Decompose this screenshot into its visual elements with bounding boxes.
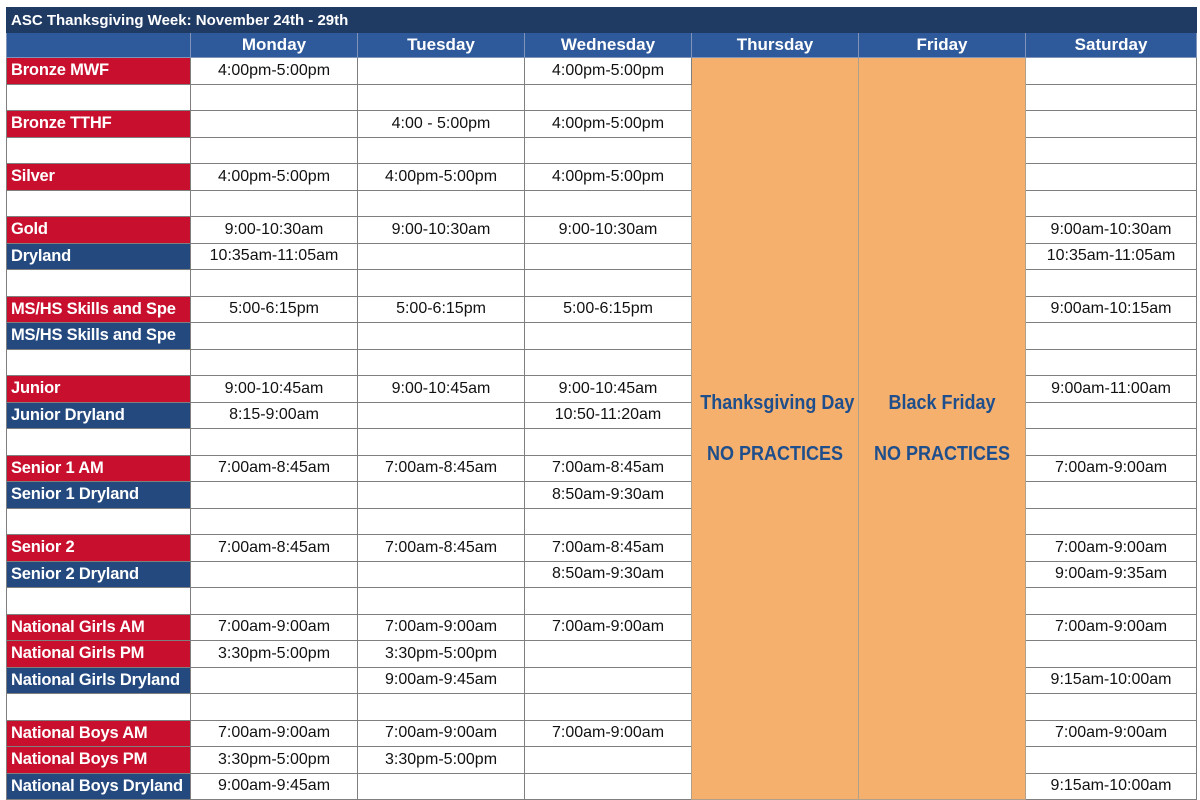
saturday-time-cell [1026,349,1197,376]
tuesday-time-cell: 3:30pm-5:00pm [358,747,525,774]
saturday-time-cell [1026,137,1197,164]
group-label [7,694,191,721]
saturday-time-cell [1026,641,1197,668]
tuesday-time-cell: 9:00am-9:45am [358,667,525,694]
tuesday-time-cell: 7:00am-9:00am [358,720,525,747]
saturday-time-cell [1026,747,1197,774]
group-label: Dryland [7,243,191,270]
wednesday-time-cell: 9:00-10:30am [525,217,692,244]
wednesday-time-cell [525,747,692,774]
sheet-title: ASC Thanksgiving Week: November 24th - 29th [7,8,1197,33]
group-label: Silver [7,164,191,191]
monday-time-cell: 7:00am-8:45am [191,535,358,562]
wednesday-time-cell [525,84,692,111]
wednesday-time-cell [525,323,692,350]
saturday-time-cell: 9:00am-9:35am [1026,561,1197,588]
wednesday-time-cell: 5:00-6:15pm [525,296,692,323]
tuesday-time-cell: 7:00am-8:45am [358,535,525,562]
wednesday-time-cell: 9:00-10:45am [525,376,692,403]
saturday-time-cell: 9:15am-10:00am [1026,773,1197,800]
monday-time-cell [191,111,358,138]
saturday-time-cell [1026,402,1197,429]
saturday-time-cell [1026,164,1197,191]
tuesday-time-cell [358,694,525,721]
wednesday-time-cell: 7:00am-9:00am [525,720,692,747]
wednesday-time-cell [525,137,692,164]
group-label: Senior 1 Dryland [7,482,191,509]
group-label: National Girls AM [7,614,191,641]
saturday-time-cell [1026,111,1197,138]
wednesday-time-cell: 10:50-11:20am [525,402,692,429]
saturday-time-cell [1026,190,1197,217]
wednesday-time-cell: 8:50am-9:30am [525,561,692,588]
saturday-time-cell: 7:00am-9:00am [1026,614,1197,641]
group-label: Gold [7,217,191,244]
saturday-time-cell: 7:00am-9:00am [1026,535,1197,562]
header-saturday: Saturday [1026,33,1197,58]
saturday-time-cell [1026,58,1197,85]
monday-time-cell [191,561,358,588]
tuesday-time-cell [358,137,525,164]
tuesday-time-cell [358,349,525,376]
wednesday-time-cell [525,508,692,535]
group-label [7,84,191,111]
tuesday-time-cell: 7:00am-8:45am [358,455,525,482]
monday-time-cell [191,84,358,111]
group-label [7,588,191,615]
wednesday-time-cell: 8:50am-9:30am [525,482,692,509]
wednesday-time-cell: 7:00am-8:45am [525,535,692,562]
tuesday-time-cell: 9:00-10:30am [358,217,525,244]
wednesday-time-cell: 7:00am-8:45am [525,455,692,482]
group-label: Senior 2 Dryland [7,561,191,588]
saturday-time-cell [1026,588,1197,615]
tuesday-time-cell: 9:00-10:45am [358,376,525,403]
group-label: Senior 2 [7,535,191,562]
group-label [7,349,191,376]
thursday-holiday-title: Thanksgiving Day [700,391,855,414]
saturday-time-cell [1026,270,1197,297]
monday-time-cell [191,694,358,721]
header-monday: Monday [191,33,358,58]
wednesday-time-cell [525,270,692,297]
tuesday-time-cell: 4:00 - 5:00pm [358,111,525,138]
saturday-time-cell [1026,84,1197,111]
schedule-row [7,58,1197,85]
tuesday-time-cell [358,323,525,350]
friday-closed-cell [859,58,1026,800]
monday-time-cell [191,429,358,456]
saturday-time-cell: 7:00am-9:00am [1026,455,1197,482]
monday-time-cell: 3:30pm-5:00pm [191,641,358,668]
wednesday-time-cell [525,429,692,456]
header-thursday: Thursday [692,33,859,58]
group-label: National Girls Dryland [7,667,191,694]
monday-time-cell [191,349,358,376]
tuesday-time-cell [358,58,525,85]
group-label [7,508,191,535]
wednesday-time-cell [525,243,692,270]
group-label: Junior Dryland [7,402,191,429]
saturday-time-cell: 9:00am-10:15am [1026,296,1197,323]
monday-time-cell [191,270,358,297]
tuesday-time-cell [358,270,525,297]
friday-no-practices-note: NO PRACTICES [873,442,1011,465]
wednesday-time-cell [525,190,692,217]
tuesday-time-cell: 3:30pm-5:00pm [358,641,525,668]
tuesday-time-cell [358,588,525,615]
monday-time-cell [191,508,358,535]
saturday-time-cell: 9:00am-11:00am [1026,376,1197,403]
wednesday-time-cell [525,349,692,376]
tuesday-time-cell [358,84,525,111]
schedule-table [6,7,1197,800]
tuesday-time-cell [358,429,525,456]
group-label [7,429,191,456]
thursday-closed-cell [692,58,859,800]
monday-time-cell: 10:35am-11:05am [191,243,358,270]
thursday-no-practices-note: NO PRACTICES [706,442,844,465]
header-corner-cell [7,33,191,58]
group-label: National Boys AM [7,720,191,747]
tuesday-time-cell: 4:00pm-5:00pm [358,164,525,191]
schedule-sheet [6,7,1196,800]
monday-time-cell: 9:00am-9:45am [191,773,358,800]
group-label: MS/HS Skills and Spe [7,323,191,350]
saturday-time-cell [1026,508,1197,535]
group-label [7,270,191,297]
monday-time-cell: 7:00am-8:45am [191,455,358,482]
group-label: Bronze TTHF [7,111,191,138]
group-label: Bronze MWF [7,58,191,85]
friday-holiday-title: Black Friday [888,391,996,414]
wednesday-time-cell [525,641,692,668]
wednesday-time-cell: 4:00pm-5:00pm [525,111,692,138]
monday-time-cell: 3:30pm-5:00pm [191,747,358,774]
tuesday-time-cell [358,190,525,217]
saturday-time-cell [1026,694,1197,721]
title-row [7,8,1197,33]
saturday-time-cell: 9:00am-10:30am [1026,217,1197,244]
header-tuesday: Tuesday [358,33,525,58]
tuesday-time-cell [358,561,525,588]
header-friday: Friday [859,33,1026,58]
tuesday-time-cell [358,243,525,270]
saturday-time-cell [1026,323,1197,350]
monday-time-cell [191,323,358,350]
group-label: MS/HS Skills and Spe [7,296,191,323]
wednesday-time-cell [525,667,692,694]
saturday-time-cell: 7:00am-9:00am [1026,720,1197,747]
saturday-time-cell: 9:15am-10:00am [1026,667,1197,694]
monday-time-cell: 7:00am-9:00am [191,614,358,641]
group-label: Junior [7,376,191,403]
monday-time-cell: 9:00-10:30am [191,217,358,244]
group-label: Senior 1 AM [7,455,191,482]
group-label: National Boys Dryland [7,773,191,800]
monday-time-cell: 4:00pm-5:00pm [191,58,358,85]
wednesday-time-cell [525,694,692,721]
wednesday-time-cell [525,773,692,800]
saturday-time-cell [1026,429,1197,456]
monday-time-cell [191,667,358,694]
saturday-time-cell [1026,482,1197,509]
monday-time-cell: 7:00am-9:00am [191,720,358,747]
tuesday-time-cell: 5:00-6:15pm [358,296,525,323]
monday-time-cell [191,137,358,164]
group-label: National Boys PM [7,747,191,774]
header-wednesday: Wednesday [525,33,692,58]
monday-time-cell: 9:00-10:45am [191,376,358,403]
tuesday-time-cell [358,402,525,429]
monday-time-cell [191,588,358,615]
monday-time-cell: 5:00-6:15pm [191,296,358,323]
tuesday-time-cell [358,773,525,800]
group-label: National Girls PM [7,641,191,668]
wednesday-time-cell: 7:00am-9:00am [525,614,692,641]
wednesday-time-cell: 4:00pm-5:00pm [525,58,692,85]
group-label [7,137,191,164]
monday-time-cell: 8:15-9:00am [191,402,358,429]
tuesday-time-cell [358,482,525,509]
wednesday-time-cell: 4:00pm-5:00pm [525,164,692,191]
group-label [7,190,191,217]
tuesday-time-cell [358,508,525,535]
monday-time-cell [191,190,358,217]
monday-time-cell: 4:00pm-5:00pm [191,164,358,191]
tuesday-time-cell: 7:00am-9:00am [358,614,525,641]
wednesday-time-cell [525,588,692,615]
saturday-time-cell: 10:35am-11:05am [1026,243,1197,270]
monday-time-cell [191,482,358,509]
header-row [7,33,1197,58]
